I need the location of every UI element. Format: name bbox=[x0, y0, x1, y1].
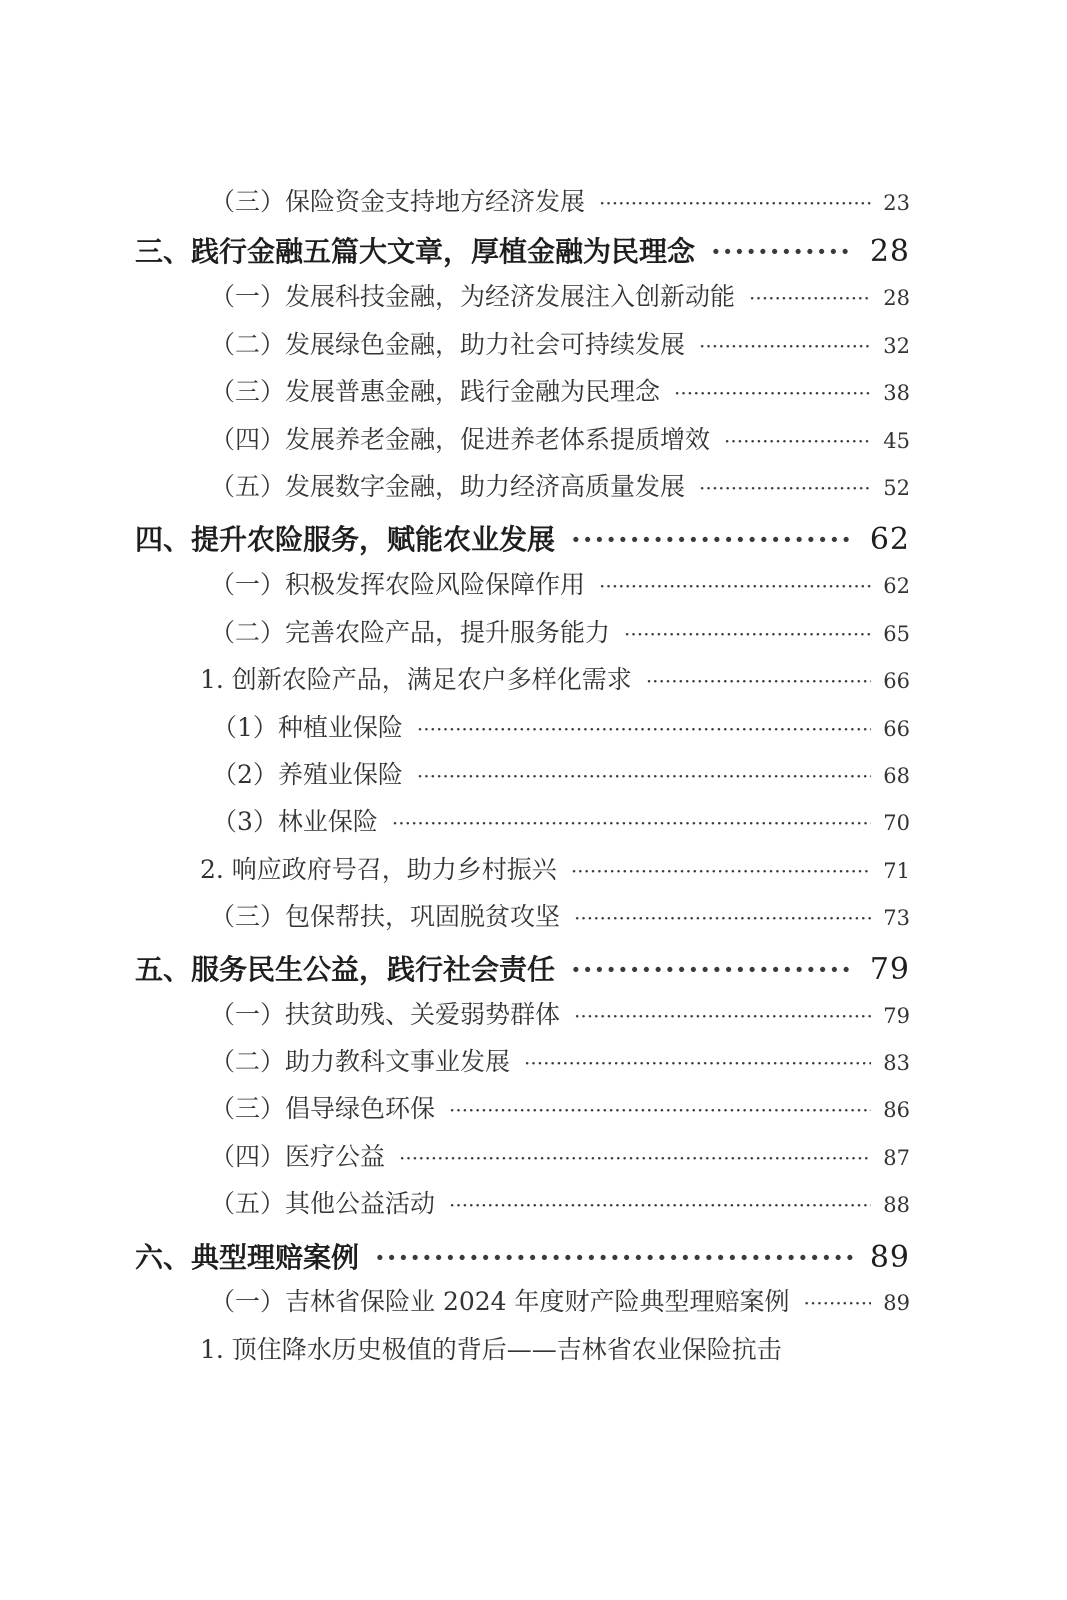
toc-entry[interactable] bbox=[135, 952, 910, 988]
toc-entry[interactable] bbox=[210, 185, 910, 220]
toc-entry-title: 三、践行金融五篇大文章，厚植金融为民理念 bbox=[135, 235, 696, 268]
toc-leader-dots bbox=[646, 665, 871, 698]
toc-leader-dots bbox=[749, 282, 871, 315]
toc-entry-title: 2. 响应政府号召，助力乡村振兴 bbox=[200, 855, 557, 884]
toc-page-number: 89 bbox=[869, 1240, 910, 1275]
toc-entry[interactable] bbox=[212, 805, 910, 840]
toc-leader-dots bbox=[399, 1142, 871, 1175]
toc-entry-title: （三）发展普惠金融，践行金融为民理念 bbox=[210, 377, 661, 406]
toc-leader-dots bbox=[524, 1047, 871, 1080]
toc-entry[interactable] bbox=[210, 1092, 910, 1127]
toc-page-number: 52 bbox=[883, 476, 910, 500]
toc-page-number: 71 bbox=[883, 859, 910, 883]
toc-page-number: 68 bbox=[883, 764, 910, 788]
toc-entry[interactable] bbox=[210, 616, 910, 651]
toc-leader-dots bbox=[449, 1189, 871, 1222]
toc-leader-dots bbox=[724, 425, 871, 458]
toc-page-number: 28 bbox=[883, 286, 910, 310]
toc-entry-title: （一）发展科技金融，为经济发展注入创新动能 bbox=[210, 282, 736, 311]
toc-entry-title: （四）医疗公益 bbox=[210, 1142, 386, 1171]
toc-entry-title: （一）积极发挥农险风险保障作用 bbox=[210, 570, 586, 599]
toc-leader-dots bbox=[599, 187, 871, 220]
toc-entry-title: 1. 顶住降水历史极值的背后——吉林省农业保险抗击 bbox=[200, 1335, 782, 1364]
toc-entry[interactable] bbox=[210, 900, 910, 935]
toc-leader-dots bbox=[574, 1000, 871, 1033]
toc-entry[interactable] bbox=[210, 470, 910, 505]
toc-entry-title: （三）倡导绿色环保 bbox=[210, 1094, 436, 1123]
toc-page-number: 32 bbox=[883, 334, 910, 358]
toc-entry-title: （四）发展养老金融，促进养老体系提质增效 bbox=[210, 425, 711, 454]
toc-entry[interactable] bbox=[212, 711, 910, 746]
toc-leader-dots bbox=[417, 760, 871, 793]
toc-page-number: 79 bbox=[883, 1004, 910, 1028]
toc-leader-dots bbox=[571, 952, 854, 988]
toc-entry[interactable] bbox=[200, 853, 910, 888]
toc-entry[interactable] bbox=[135, 234, 910, 270]
toc-page-number: 66 bbox=[883, 717, 910, 741]
toc-entry[interactable] bbox=[210, 1140, 910, 1175]
toc-leader-dots bbox=[571, 855, 871, 888]
toc-entry-title: （三）包保帮扶，巩固脱贫攻坚 bbox=[210, 902, 561, 931]
toc-entry-title: （五）发展数字金融，助力经济高质量发展 bbox=[210, 472, 686, 501]
toc-leader-dots bbox=[574, 902, 871, 935]
toc-leader-dots bbox=[711, 234, 854, 270]
toc-entry[interactable] bbox=[210, 568, 910, 603]
toc-page-number: 83 bbox=[883, 1051, 910, 1075]
toc-entry[interactable] bbox=[210, 375, 910, 410]
toc-entry[interactable] bbox=[210, 1285, 910, 1320]
toc-page-number: 89 bbox=[883, 1291, 910, 1315]
toc-entry-title: 四、提升农险服务，赋能农业发展 bbox=[135, 523, 556, 556]
toc-entry-title: （二）助力教科文事业发展 bbox=[210, 1047, 511, 1076]
toc-entry[interactable] bbox=[210, 280, 910, 315]
toc-entry-title: （2）养殖业保险 bbox=[212, 760, 403, 789]
toc-entry-title: （三）保险资金支持地方经济发展 bbox=[210, 187, 586, 216]
toc-entry[interactable] bbox=[210, 328, 910, 363]
toc-entry[interactable] bbox=[200, 663, 910, 698]
toc-entry-title: （一）吉林省保险业 2024 年度财产险典型理赔案例 bbox=[210, 1287, 790, 1316]
toc-entry[interactable] bbox=[210, 1045, 910, 1080]
toc-entry[interactable] bbox=[210, 1187, 910, 1222]
toc-page-number: 73 bbox=[883, 906, 910, 930]
toc-leader-dots bbox=[392, 807, 871, 840]
toc-entry[interactable] bbox=[135, 1240, 910, 1276]
toc-leader-dots bbox=[804, 1287, 872, 1320]
toc-entry[interactable] bbox=[210, 998, 910, 1033]
toc-entry-title: （一）扶贫助残、关爱弱势群体 bbox=[210, 1000, 561, 1029]
toc-leader-dots bbox=[417, 713, 871, 746]
toc-entry-title: 1. 创新农险产品，满足农户多样化需求 bbox=[200, 665, 632, 694]
toc-page-number: 66 bbox=[883, 669, 910, 693]
toc-page-number: 28 bbox=[869, 234, 910, 269]
toc-entry[interactable] bbox=[135, 522, 910, 558]
toc-page-number: 45 bbox=[883, 429, 910, 453]
toc-page-number: 62 bbox=[869, 522, 910, 557]
toc-page-number: 70 bbox=[883, 811, 910, 835]
toc-entry[interactable] bbox=[212, 758, 910, 793]
toc-page-number: 88 bbox=[883, 1193, 910, 1217]
toc-page-number: 62 bbox=[883, 574, 910, 598]
toc-entry-title: （二）完善农险产品，提升服务能力 bbox=[210, 618, 611, 647]
toc-page-number: 87 bbox=[883, 1146, 910, 1170]
toc-leader-dots bbox=[699, 472, 871, 505]
toc-leader-dots bbox=[449, 1094, 871, 1127]
toc-entry-title: 五、服务民生公益，践行社会责任 bbox=[135, 953, 556, 986]
toc-page-number: 23 bbox=[883, 191, 910, 215]
toc-page-number: 65 bbox=[883, 622, 910, 646]
toc-entry[interactable] bbox=[200, 1333, 782, 1366]
toc-leader-dots bbox=[674, 377, 871, 410]
toc-entry-title: （五）其他公益活动 bbox=[210, 1189, 436, 1218]
toc-entry-title: （1）种植业保险 bbox=[212, 713, 403, 742]
toc-page-number: 86 bbox=[883, 1098, 910, 1122]
toc-entry-title: （3）林业保险 bbox=[212, 807, 378, 836]
toc-entry[interactable] bbox=[210, 423, 910, 458]
toc-leader-dots bbox=[571, 522, 854, 558]
toc-leader-dots bbox=[624, 618, 871, 651]
toc-leader-dots bbox=[599, 570, 871, 603]
toc-page-number: 79 bbox=[869, 952, 910, 987]
toc-page-number: 38 bbox=[883, 381, 910, 405]
toc-leader-dots bbox=[375, 1240, 854, 1276]
toc-entry-title: 六、典型理赔案例 bbox=[135, 1241, 360, 1274]
toc-leader-dots bbox=[699, 330, 871, 363]
toc-entry-title: （二）发展绿色金融，助力社会可持续发展 bbox=[210, 330, 686, 359]
